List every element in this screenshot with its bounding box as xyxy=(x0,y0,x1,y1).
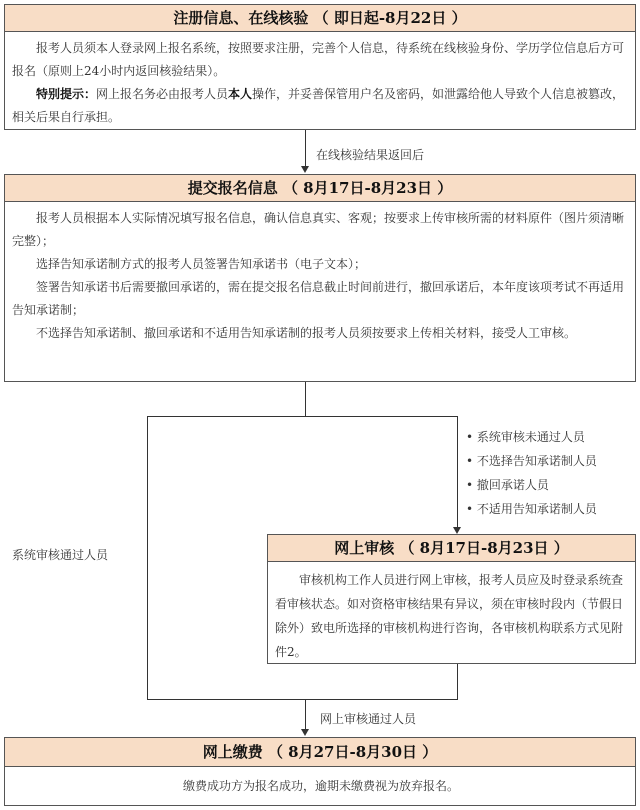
connector-horizontal-bottom xyxy=(147,699,458,700)
step2-title: 提交报名信息 （ 8月17日-8月23日 ） xyxy=(4,174,636,202)
step4-body xyxy=(12,775,630,798)
step1-title: 注册信息、在线核验 （ 即日起-8月22日 ） xyxy=(4,4,636,32)
arrow-to-step3-head xyxy=(453,527,461,534)
note-text-a: 网上报名务必由报考人员 xyxy=(96,87,229,101)
step2-para-4: 不选择告知承诺制、撤回承诺和不适用告知承诺制的报考人员须按要求上传相关材料，接受人工审核。 xyxy=(36,326,577,340)
arrow1-line xyxy=(305,130,306,168)
connector-right-vertical xyxy=(457,416,458,528)
step4-title: 网上缴费 （ 8月27日-8月30日 ） xyxy=(4,737,636,767)
step2-para-2: 选择告知承诺制方式的报考人员签署告知承诺书（电子文本）； xyxy=(36,257,367,271)
left-label: 系统审核通过人员 xyxy=(12,548,109,562)
arrow3-line xyxy=(305,699,306,729)
note-text-b: 操作，并妥善保管用户名及密码，如泄露给他人导致个人信息被篡改，相关后果自行承担。 xyxy=(12,87,625,124)
connector-left-vertical xyxy=(147,416,148,699)
step1-note xyxy=(12,83,630,129)
step4-para: 缴费成功方为报名成功，逾期未缴费视为放弃报名。 xyxy=(182,779,459,793)
note-prefix: 特别提示： xyxy=(36,87,97,101)
arrow1-head xyxy=(301,166,309,173)
connector-horizontal-top xyxy=(147,416,458,417)
step1-para: 报考人员须本人登录网上报名系统，按照要求注册，完善个人信息，待系统在线核验身份、学历学位信息后方可报名（原则上24小时内返回核验结果）。 xyxy=(12,41,625,78)
step2-body xyxy=(12,207,630,345)
arrow3-label: 网上审核通过人员 xyxy=(320,712,417,726)
bullet-item: • 系统审核未通过人员 xyxy=(466,425,597,449)
bullet-item: • 不选择告知承诺制人员 xyxy=(466,449,597,473)
arrow3-head xyxy=(301,729,309,736)
step3-body xyxy=(275,568,630,664)
connector-down-from-step3 xyxy=(457,664,458,699)
failed-review-list xyxy=(466,425,597,521)
step1-body xyxy=(12,37,630,129)
step2-para-3: 签署告知承诺书后需要撤回承诺的，需在提交报名信息截止时间前进行，撤回承诺后，本年度该项考试不再适用告知承诺制； xyxy=(12,280,625,317)
step2-para-1: 报考人员根据本人实际情况填写报名信息，确认信息真实、客观；按要求上传审核所需的材料原件（图片须清晰完整）； xyxy=(12,211,625,248)
bullet-item: • 撤回承诺人员 xyxy=(466,473,597,497)
bullet-item: • 不适用告知承诺制人员 xyxy=(466,497,597,521)
arrow1-label: 在线核验结果返回后 xyxy=(316,148,425,162)
note-bold: 本人 xyxy=(228,87,253,101)
step3-para: 审核机构工作人员进行网上审核，报考人员应及时登录系统查看审核状态。如对资格审核结果有异议，须在审核时段内（节假日除外）致电所选择的审核机构进行咨询，各审核机构联系方式见附件2。 xyxy=(275,573,624,659)
connector-down-from-step2 xyxy=(305,382,306,416)
step3-title: 网上审核 （ 8月17日-8月23日 ） xyxy=(267,534,636,562)
